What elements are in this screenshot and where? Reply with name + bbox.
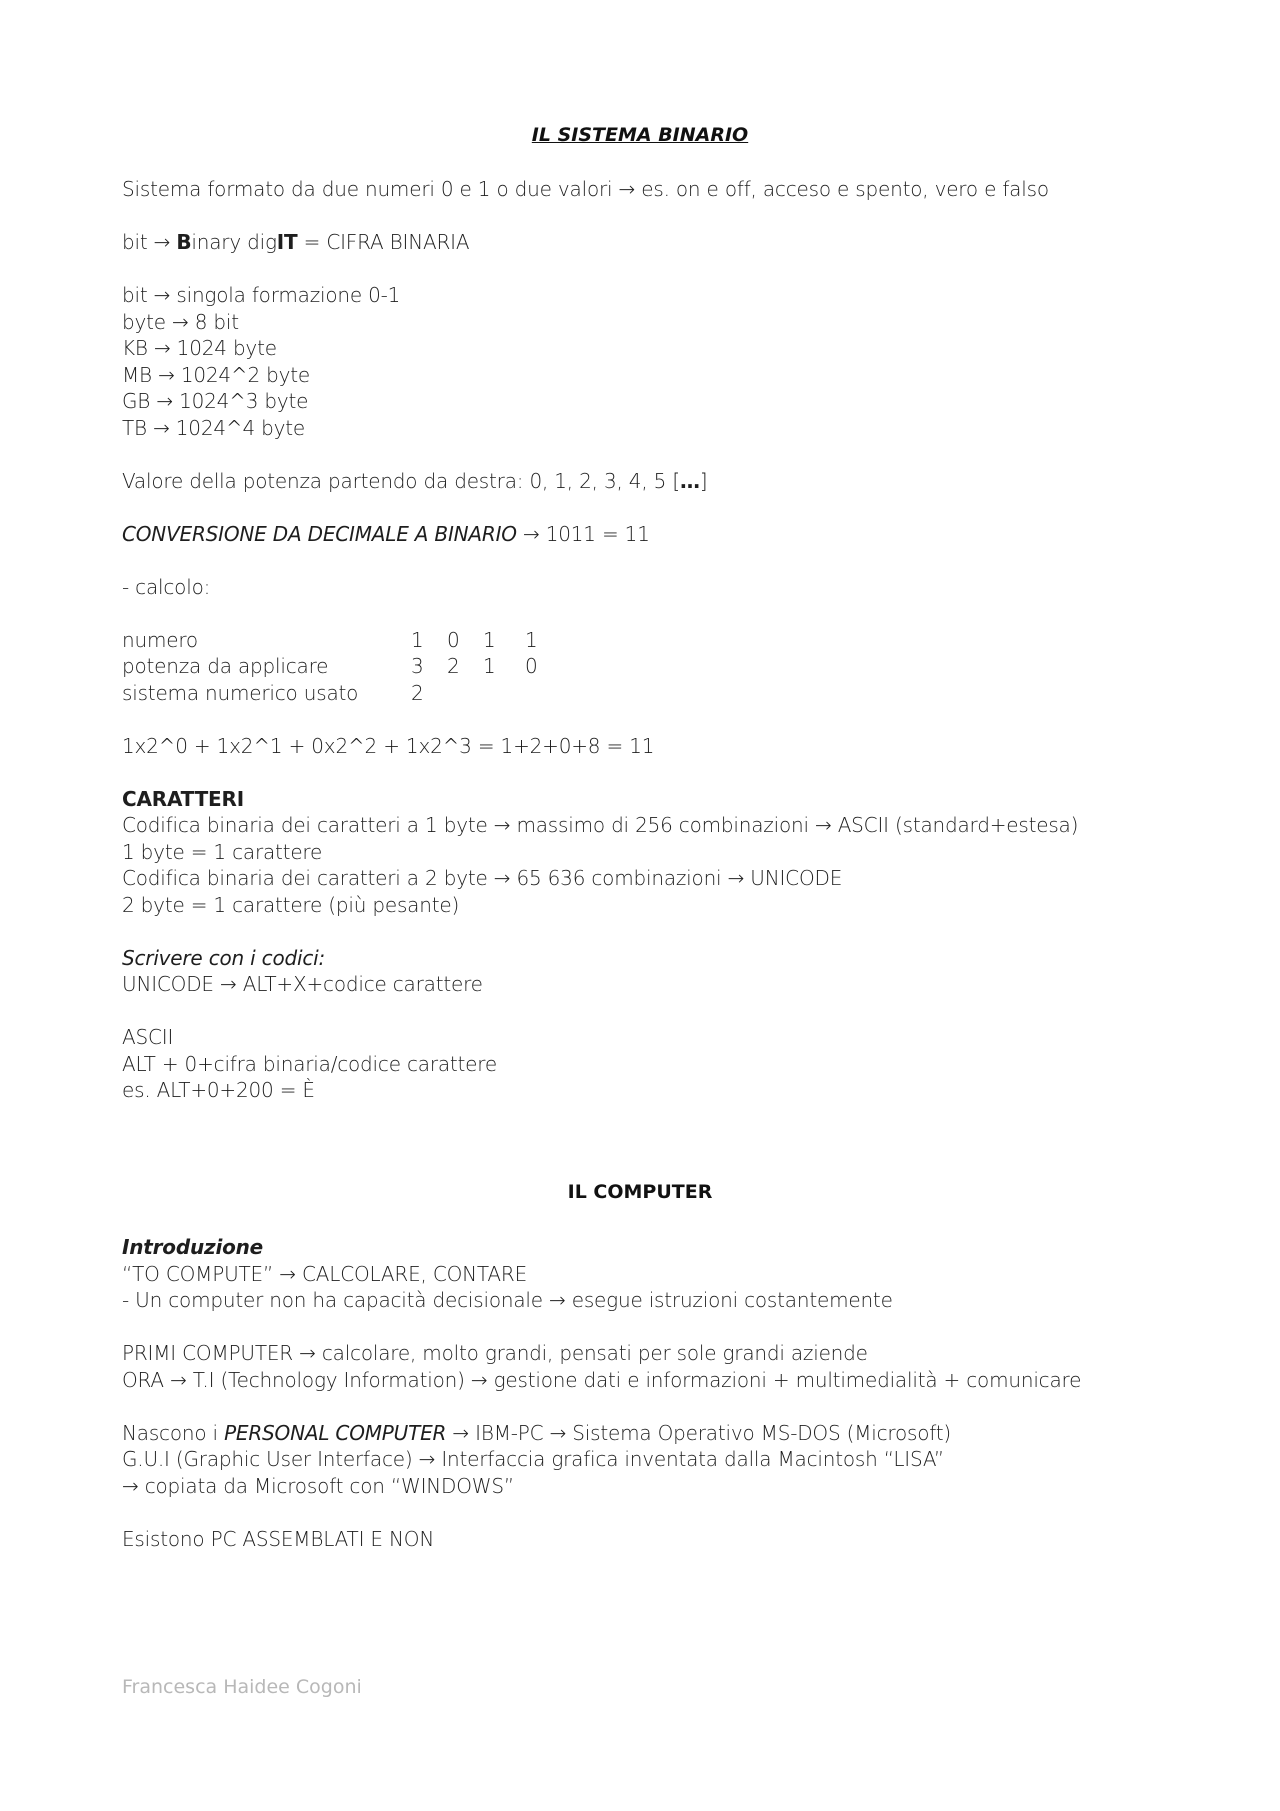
caratteri-heading: CARATTERI [122,786,244,811]
ascii-line: ALT + 0+cifra binaria/codice carattere [122,1051,497,1076]
scrivere-line: Scrivere con i codici: [122,945,326,970]
unicode-line: UNICODE → ALT+X+codice carattere [122,972,483,996]
computer-body [122,1234,1182,1552]
primi-line: ORA → T.I (Technology Information) → gestione dati e informazioni + multimedialità + comunicare [122,1367,1082,1392]
conversione-line: CONVERSIONE DA DECIMALE A BINARIO → 1011 = 11 [122,521,650,546]
potenza-line: Valore della potenza partendo da destra: 0, 1, 2, 3, 4, 5 […] [122,468,708,493]
intro-line: - Un computer non ha capacità decisionale → esegue istruzioni costantemente [122,1288,893,1312]
personal-line: Nascono i PERSONAL COMPUTER → IBM-PC → Sistema Operativo MS-DOS (Microsoft) [122,1420,952,1445]
unit-line: byte → 8 bit [122,309,239,334]
intro-line: “TO COMPUTE” → CALCOLARE, CONTARE [122,1261,528,1286]
caratteri-line: 1 byte = 1 carattere [122,839,323,864]
ascii-line: ASCII [122,1025,174,1049]
formula-line: 1x2^0 + 1x2^1 + 0x2^2 + 1x2^3 = 1+2+0+8 = 11 [122,733,655,758]
table-row: numero 1 0 1 1 [122,627,538,652]
gui-line: G.U.I (Graphic User Interface) → Interfaccia grafica inventata dalla Macintosh “LISA” [122,1447,944,1471]
primi-line: PRIMI COMPUTER → calcolare, molto grandi, pensati per sole grandi aziende [122,1341,868,1365]
section-title-binario: IL SISTEMA BINARIO [531,124,749,146]
section-title-computer: IL COMPUTER [567,1181,713,1203]
caratteri-line: Codifica binaria dei caratteri a 1 byte → massimo di 256 combinazioni → ASCII (standard+estesa) [122,813,1079,837]
table-row: potenza da applicare 3 2 1 0 [122,654,538,678]
intro-heading: Introduzione [122,1235,264,1259]
unit-line: MB → 1024^2 byte [122,362,311,387]
unit-line: bit → singola formazione 0-1 [122,283,401,307]
intro-line: Sistema formato da due numeri 0 e 1 o due valori → es. on e off, acceso e spento, vero e falso [122,177,1049,201]
page-footer: Francesca Haidee Cogoni [122,1676,362,1698]
esistono-line: Esistono PC ASSEMBLATI E NON [122,1526,435,1551]
caratteri-line: Codifica binaria dei caratteri a 2 byte → 65 636 combinazioni → UNICODE [122,866,843,890]
ascii-line: es. ALT+0+200 = È [122,1078,315,1102]
unit-line: TB → 1024^4 byte [122,415,306,440]
unit-line: GB → 1024^3 byte [122,389,309,413]
bit-definition: bit → Binary digIT = CIFRA BINARIA [122,230,470,254]
caratteri-line: 2 byte = 1 carattere (più pesante) [122,892,460,917]
gui-line: → copiata da Microsoft con “WINDOWS” [122,1473,515,1498]
table-row: sistema numerico usato 2 [122,680,424,705]
binario-body [122,176,1182,1104]
calcolo-line: - calcolo: [122,574,211,599]
unit-line: KB → 1024 byte [122,336,277,360]
